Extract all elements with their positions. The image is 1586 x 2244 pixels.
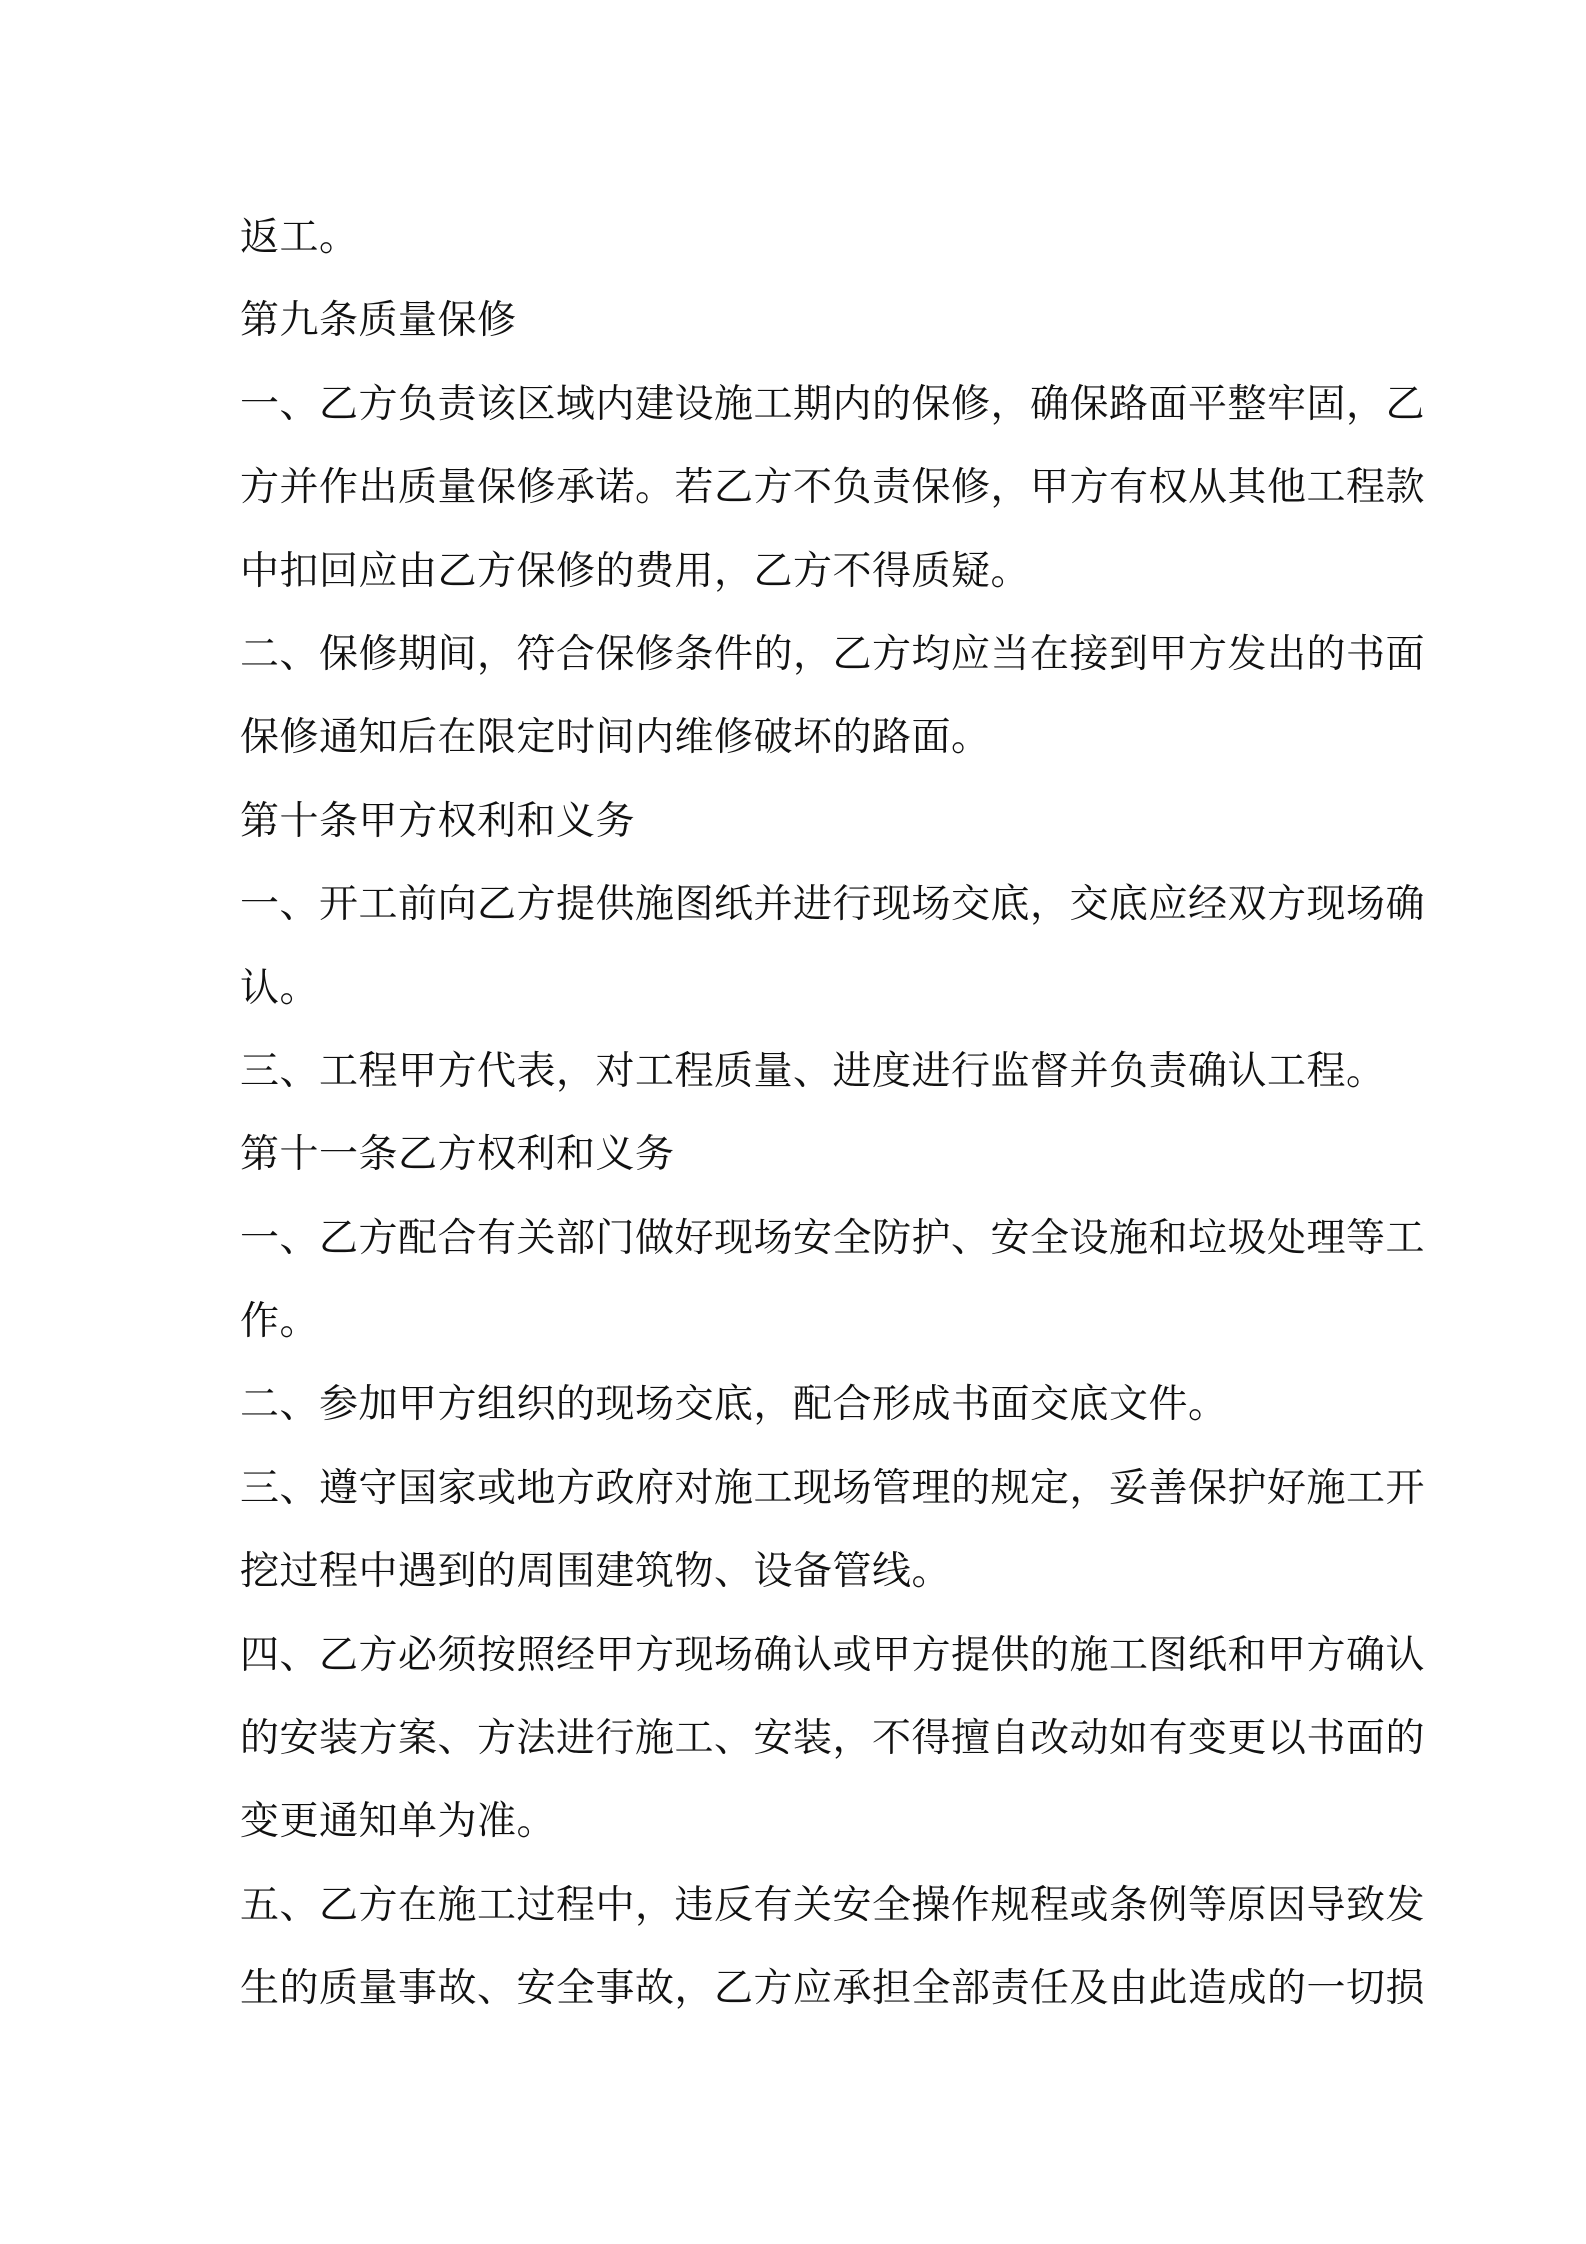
text-line: 中扣回应由乙方保修的费用，乙方不得质疑。: [240, 548, 1031, 594]
text-line: 的安装方案、方法进行施工、安装，不得擅自改动如有变更以书面的: [240, 1716, 1426, 1762]
text-line: 四、乙方必须按照经甲方现场确认或甲方提供的施工图纸和甲方确认: [240, 1632, 1426, 1678]
text-line: 三、工程甲方代表，对工程质量、进度进行监督并负责确认工程。: [240, 1048, 1386, 1094]
text-line: 挖过程中遇到的周围建筑物、设备管线。: [240, 1549, 952, 1595]
text-line: 作。: [240, 1299, 320, 1345]
text-line: 二、保修期间，符合保修条件的，乙方均应当在接到甲方发出的书面: [240, 631, 1426, 677]
text-line: 方并作出质量保修承诺。若乙方不负责保修，甲方有权从其他工程款: [240, 465, 1426, 511]
document-body: [240, 196, 1426, 2031]
text-line: 认。: [240, 965, 320, 1011]
text-line: 五、乙方在施工过程中，违反有关安全操作规程或条例等原因导致发: [240, 1882, 1426, 1928]
text-line: 三、遵守国家或地方政府对施工现场管理的规定，妥善保护好施工开: [240, 1465, 1426, 1511]
text-line: 变更通知单为准。: [240, 1799, 557, 1845]
text-line: 二、参加甲方组织的现场交底，配合形成书面交底文件。: [240, 1382, 1228, 1428]
text-line: 保修通知后在限定时间内维修破坏的路面。: [240, 715, 991, 761]
text-line: 生的质量事故、安全事故，乙方应承担全部责任及由此造成的一切损: [240, 1966, 1426, 2012]
section-heading-11: 第十一条乙方权利和义务: [240, 1132, 675, 1178]
text-line: 一、乙方配合有关部门做好现场安全防护、安全设施和垃圾处理等工: [240, 1215, 1426, 1261]
text-line: 返工。: [240, 215, 359, 260]
text-line: 一、开工前向乙方提供施图纸并进行现场交底，交底应经双方现场确: [240, 882, 1426, 928]
section-heading-9: 第九条质量保修: [240, 298, 517, 344]
section-heading-10: 第十条甲方权利和义务: [240, 798, 636, 844]
text-line: 一、乙方负责该区域内建设施工期内的保修，确保路面平整牢固，乙: [240, 381, 1426, 427]
